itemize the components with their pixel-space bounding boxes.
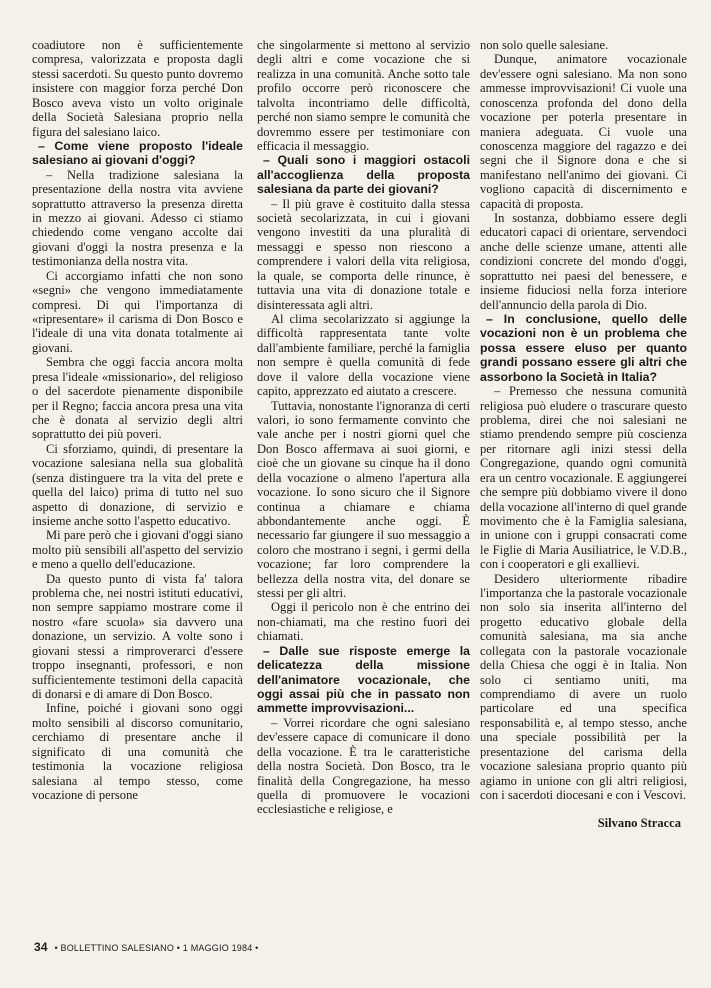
paragraph: Oggi il pericolo non è che entrino dei non-chiamati, ma che restino fuori dei chiamati. [257,600,470,644]
paragraph-continued: che singolarmente si mettono al servizio degli altri e come vocazione che si realizza in una comunità. Anche sotto tale profilo occorre però riconoscere che talvolta incontriamo delle difficoltà, perché non siamo sempre le comunità che dovremmo essere per testimoniare con efficacia il messaggio. [257,38,470,153]
paragraph: Infine, poiché i giovani sono oggi molto sensibili al discorso comunitario, cerchiamo di presentare anche il significato di una comunità che testimonia la vocazione religiosa salesiana al tempo stesso, come vocazione di persone [32,701,243,802]
paragraph: Da questo punto di vista fa' talora problema che, nei nostri istituti educativi, non sempre sappiamo mostrare come il nostro «fare scuola» sia davvero una donazione, un servizio. A volte sono i giovani stessi a rimproverarci d'essere troppo insegnanti, professori, e non sufficientemente testimoni della capacità di donarsi e di amare di Don Bosco. [32,571,243,701]
paragraph: – Premesso che nessuna comunità religiosa può eludere o trascurare questo problema, direi che noi salesiani ne stiamo prendendo sempre più coscienza per ritornare agli inizi stessi della Congregazione, quando ogni comunità era un centro vocazionale. E aggiungerei che sempre più dobbiamo vivere il dono della vocazione all'interno di quel grande movimento che è la Famiglia salesiana, in unione con i gruppi consacrati come le Figlie di Maria Ausiliatrice, le V.D.B., con i cooperatori e gli exallievi. [480,384,687,572]
paragraph: In sostanza, dobbiamo essere degli educatori capaci di orientare, servendoci anche delle scienze umane, attenti alle condizioni concrete del mondo d'oggi, soprattutto nei paesi del benessere, e insieme fiduciosi nella forza interiore dell'annuncio della parola di Dio. [480,211,687,312]
paragraph-continued: non solo quelle salesiane. [480,38,609,52]
interview-question: – Come viene proposto l'ideale salesiano ai giovani d'oggi? [32,138,243,168]
interview-question: – Dalle sue risposte emerge la delicatezza della missione dell'animatore vocazionale, che oggi assai più che in passato non ammette improvvisazioni... [257,643,470,716]
paragraph: Dunque, animatore vocazionale dev'essere ogni salesiano. Ma non sono ammesse improvvisazioni! Ci vuole una conoscenza profonda del dono della vocazione per poterla presentare in maniera adeguata. Ci vuole una conoscenza maggiore del ragazzo e dei segni che il Signore dona e che si manifestano nell'animo dei giovani. Ci vogliono capacità di discernimento e capacità di proposta. [480,52,687,211]
paragraph: Ci accorgiamo infatti che non sono «segni» che vengono immediatamente compresi. Di qui l'importanza di «ripresentare» il carisma di Don Bosco e l'ideale di una vita donata totalmente ai giovani. [32,268,243,355]
page-footer [34,940,258,954]
paragraph: Mi pare però che i giovani d'oggi siano molto più sensibili all'aspetto del servizio e meno a quello dell'educazione. [32,528,243,572]
column-2 [257,38,470,933]
paragraph: – Nella tradizione salesiana la presentazione della nostra vita avviene soprattutto attraverso la presenza diretta in mezzo ai giovani. Adesso ci stiamo chiedendo come vengano accolte dai giovani d'oggi la nostra presenza e la testimonianza della nostra vita. [32,167,243,269]
paragraph: Tuttavia, nonostante l'ignoranza di certi valori, io sono fermamente convinto che vale anche per i nostri giorni quel che Don Bosco affermava ai suoi giorni, e cioè che un giovane su cinque ha il dono della vocazione o almeno l'apertura alla vocazione. Io sono sicuro che il Signore continua a chiamare e chiama abbondantemente anche oggi. È necessario far giungere il suo messaggio a coloro che mostrano i segni, i germi della vocazione; far loro comprendere la bellezza della nostra vita, del donare se stessi per gli altri. [257,398,470,601]
paragraph: – Vorrei ricordare che ogni salesiano dev'essere capace di comunicare il dono della vocazione. È tra le caratteristiche della nostra Società. Don Bosco, tra le finalità della Congregazione, ha messo quella di promuovere le vocazioni ecclesiastiche e religiose, e [257,715,470,817]
paragraph: Desidero ulteriormente ribadire l'importanza che la pastorale vocazionale non solo sia inserita all'interno del progetto educativo globale della comunità salesiana, ma sia anche collegata con la pastorale vocazionale della Chiesa che oggi è in Italia. Non solo ci sentiamo uniti, ma comprendiamo di avere un ruolo particolare ed una specifica responsabilità e, al tempo stesso, anche una speciale possibilità per la presentazione del carisma della vocazione salesiana proprio quanto più agiamo in unione con gli altri religiosi, con i sacerdoti diocesani e con i Vescovi. [480,571,687,802]
column-3 [480,38,687,933]
paragraph: Ci sforziamo, quindi, di presentare la vocazione salesiana nella sua globalità (senza distinguere tra la vita del prete e quella del laico) prima di tutto nel suo aspetto di donazione, di servizio e insieme anche sotto l'aspetto educativo. [32,441,243,528]
paragraph-continued: coadiutore non è sufficientemente compresa, valorizzata e proposta dagli stessi sacerdoti. Su questo punto dovremo insistere con maggior forza perché Don Bosco aveva visto un volto originale della Società Salesiana proprio nella figura del salesiano laico. [32,38,243,139]
paragraph: Al clima secolarizzato si aggiunge la difficoltà rappresentata tante volte dall'ambiente familiare, perché la famiglia non sempre è quella comunità di fede dove il valore della vocazione viene capito, apprezzato ed aiutato a crescere. [257,312,470,399]
paragraph: – Il più grave è costituito dalla stessa società secolarizzata, in cui i giovani vengono investiti da una pluralità di messaggi e spesso non riescono a comprendere i valori della vita religiosa, la quale, se comporta delle rinunce, è tuttavia una vita di donazione totale e disinteressata agli altri. [257,196,470,312]
page-number: 34 [34,940,48,954]
footer-publication: • BOLLETTINO SALESIANO • 1 MAGGIO 1984 • [54,943,259,953]
interview-question: – Quali sono i maggiori ostacoli all'accoglienza della proposta salesiana da parte dei giovani? [257,153,470,197]
interview-question: – In conclusione, quello delle vocazioni non è un problema che possa essere eluso per quanto grandi possano essere gli altri che assorbono la Società in Italia? [480,312,687,384]
paragraph: Sembra che oggi faccia ancora molta presa l'ideale «missionario», del religioso o del sacerdote pienamente disponibile per il Regno; faccia ancora presa una vita che è donata al servizio degli altri soprattutto dei più poveri. [32,355,243,442]
column-1 [32,38,243,933]
author-signature: Silvano Stracca [597,816,681,831]
